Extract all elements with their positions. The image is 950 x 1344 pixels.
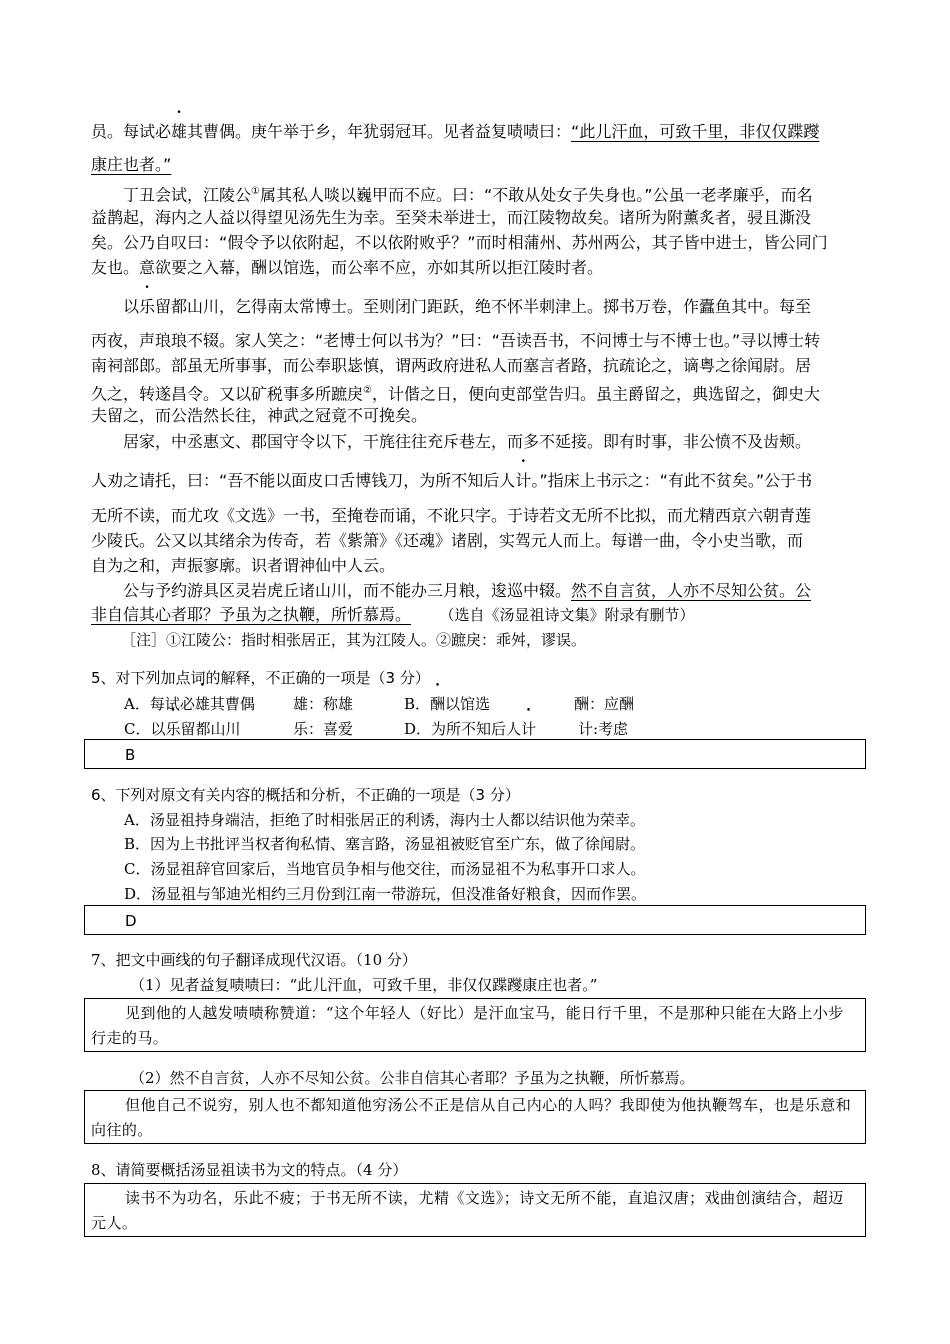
- q6-option-a: A．汤显祖持身端洁，拒绝了时相张居正的利诱，海内士人都以结识他为荣幸。: [124, 811, 645, 829]
- passage-line: 夫留之，而公浩然长往，神武之冠竟不可挽矣。: [91, 406, 428, 425]
- underlined-sentence: 康庄也者。”: [91, 155, 172, 174]
- passage-line: 员。每试必雄其曹偶。庚午举于乡，年犹弱冠耳。见者益复啧啧曰：“此儿汗血，可致千里，非仅仅蹀躞: [91, 122, 820, 141]
- question-7-stem: 7、把文中画线的句子翻译成现代汉语。（10 分）: [91, 951, 417, 969]
- q5-answer: B: [125, 746, 136, 764]
- q6-option-c: C．汤显祖辞官回家后，当地官员争相与他交往，而汤显祖不为私事开口求人。: [124, 860, 646, 878]
- q6-answer: D: [125, 912, 137, 930]
- passage-line: 益鹊起，海内之人益以得望见汤先生为幸。至癸未举进士，而江陵物故矣。诸所为附薰炙者，骎且澌没: [91, 208, 812, 227]
- q7-answer-box-2[interactable]: [84, 1090, 866, 1144]
- q5-option-a: A．每试必雄其曹偶: [124, 695, 255, 713]
- q5-option-c-gloss: 乐：喜爱: [293, 720, 354, 738]
- dotted-char: 乐: [139, 297, 156, 316]
- underlined-sentence: “此儿汗血，可致千里，非仅仅蹀躞: [571, 122, 820, 141]
- q5-option-b-gloss: 酬：应酬: [574, 695, 635, 713]
- dotted-char: 雄: [171, 122, 188, 141]
- footnote: ［注］①江陵公：指时相张居正，其为江陵人。②蹠戾：乖舛，谬误。: [121, 631, 587, 649]
- passage-line: 久之，转遂昌令。又以矿税事多所蹠戾②，计偕之日，便向吏部堂告归。虽主爵留之，典选留之，御史大: [91, 384, 820, 404]
- q7-answer-box-1[interactable]: [84, 998, 866, 1052]
- passage-line: 以乐留都山川，乞得南太常博士。至则闭门距跃，绝不怀半刺津上。掷书万卷，作蠹鱼其中。每至: [123, 297, 812, 316]
- passage-line: [91, 605, 861, 625]
- passage-line: 矣。公乃自叹曰：“假令予以依附起，不以依附败乎？”而时相蒲州、苏州两公，其子皆中进士，皆公同门: [91, 233, 828, 252]
- q7-sentence-2: （2）然不自言贫，人亦不尽知公贫。公非自信其心者耶？予虽为之执鞭，所忻慕焉。: [130, 1069, 695, 1087]
- q6-option-b: B．因为上书批评当权者徇私情、塞言路，汤显祖被贬官至广东，做了徐闻尉。: [124, 835, 646, 853]
- q5-answer-box[interactable]: [84, 739, 866, 769]
- q8-answer-box[interactable]: [84, 1183, 866, 1237]
- q5-option-c: C．以乐留都山川: [124, 720, 241, 738]
- passage-line: 居家，中丞惠文、郡国守令以下，干旄往往充斥巷左，而多不延接。即有时事，非公愤不及齿颊。: [123, 432, 812, 451]
- source-citation: （选自《汤显祖诗文集》附录有删节）: [447, 606, 695, 624]
- passage-line: 南祠部郎。部虽无所事事，而公奉职毖慎，谓两政府进私人而塞言者路，抗疏论之，谪粤之徐闻尉。居: [91, 356, 812, 375]
- passage-line: 友也。意欲要之入幕，酬以馆选，而公率不应，亦如其所以拒江陵时者。: [91, 258, 604, 277]
- passage-line: 人劝之请托，曰：“吾不能以面皮口舌博钱刀，为所不知后人计。”指床上书示之：“有此不贫矣。”公于书: [91, 471, 813, 490]
- passage-line: 丁丑会试，江陵公①属其私人啖以巍甲而不应。曰：“不敢从处女子失身也。”公虽一老孝廉乎，而名: [123, 185, 813, 205]
- passage-line: 无所不读，而尤攻《文选》一书，至掩卷而诵，不讹只字。于诗若文无所不比拟，而尤精西京六朝青莲: [91, 506, 812, 525]
- q5-option-d: D．为所不知后人计: [404, 720, 537, 738]
- q5-option-d-gloss: 计:考虑: [578, 720, 629, 738]
- q8-answer: 读书不为功名，乐此不疲；于书无所不读，尤精《文选》；诗文无所不能，直追汉唐；戏曲创演结合，超迈元人。: [91, 1189, 844, 1232]
- passage-line: 公与予约游具区灵岩虎丘诸山川，而不能办三月粮，逡巡中辍。然不自言贫，人亦不尽知公贫。公: [123, 581, 812, 600]
- q7-answer-2: 但他自己不说穷，别人也不都知道他穷汤公不正是信从自己内心的人吗？我即使为他执鞭驾车，也是乐意和向往的。: [91, 1096, 852, 1139]
- q7-answer-1: 见到他的人越发啧啧称赞道：“这个年轻人（好比）是汗血宝马，能日行千里，不是那种只能在大路上小步行走的马。: [91, 1004, 844, 1047]
- underlined-sentence: 非自信其心者耶？予虽为之执鞭，所忻慕焉。: [91, 605, 412, 624]
- q5-option-b: B．酬以馆选: [404, 695, 491, 713]
- q5-option-a-gloss: 雄：称雄: [293, 695, 354, 713]
- q6-answer-box[interactable]: [84, 905, 866, 935]
- passage-line: 丙夜，声琅琅不辍。家人笑之：“老博士何以书为？”曰：“吾读吾书，不问博士与不博士也。”寻以博士转: [91, 331, 821, 350]
- passage-line: 自为之和，声振寥廓。识者谓神仙中人云。: [91, 556, 396, 575]
- q6-option-d: D．汤显祖与邹迪光相约三月份到江南一带游玩，但没准备好粮食，因而作罢。: [124, 885, 647, 903]
- question-6-stem: 6、下列对原文有关内容的概括和分析，不正确的一项是（3 分）: [91, 786, 520, 804]
- question-5-stem: 5、对下列加点词的解释，不正确的一项是（3 分）: [91, 669, 430, 687]
- footnote-mark: ①: [251, 186, 260, 197]
- passage-line: [91, 155, 861, 175]
- dotted-char: 计: [515, 471, 532, 490]
- underlined-sentence: 然不自言贫，人亦不尽知公贫。公: [571, 581, 812, 600]
- passage-line: 少陵氏。公又以其绪余为传奇，若《紫箫》《还魂》诸剧，实驾元人而上。每谱一曲，令小史当歌，而: [91, 531, 804, 550]
- question-8-stem: 8、请简要概括汤显祖读书为文的特点。（4 分）: [91, 1161, 408, 1179]
- footnote-mark: ②: [363, 385, 372, 396]
- q7-sentence-1: （1）见者益复啧啧曰：“此儿汗血，可致千里，非仅仅蹀躞康庄也者。”: [130, 976, 598, 994]
